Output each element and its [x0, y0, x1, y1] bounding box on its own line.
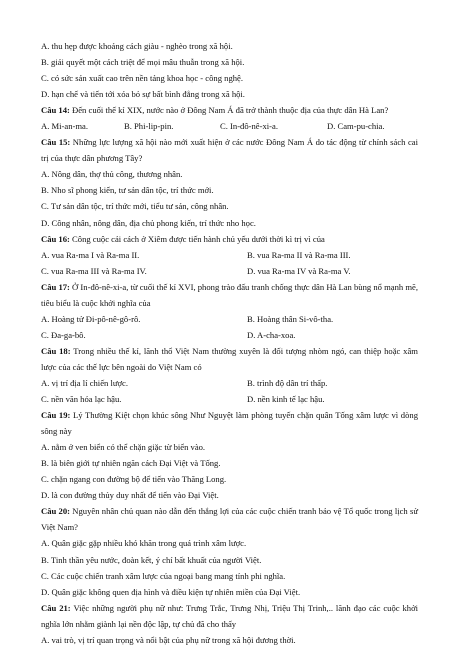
question-label: Câu 19: [41, 410, 71, 421]
question-text: Đến cuối thế kỉ XIX, nước nào ở Đông Nam Á đã trở thành thuộc địa của thực dân Hà Lan? [69, 105, 389, 116]
option-a: A. vua Ra-ma I và Ra-ma II. [41, 249, 140, 260]
question-15 [41, 134, 418, 166]
option-b: B. Phi-lip-pin. [124, 121, 174, 132]
option-d: D. Cam-pu-chia. [327, 121, 385, 132]
option-b: B. Tinh thần yêu nước, đoàn kết, ý chí bất khuất của người Việt. [41, 554, 262, 565]
option-c: C. vua Ra-ma III và Ra-ma IV. [41, 265, 147, 276]
options-row [41, 375, 418, 391]
option-b: B. Hoàng thân Si-vô-tha. [247, 313, 334, 324]
option-c: C. Tư sản dân tộc, trí thức mới, tiểu tư sản, công nhân. [41, 201, 229, 212]
options-row [41, 327, 418, 343]
option-c: C. Các cuộc chiến tranh xâm lược của ngoại bang mang tính phi nghĩa. [41, 570, 286, 581]
options-row [41, 263, 418, 279]
option-a: A. Quân giặc gặp nhiều khó khăn trong quá trình xâm lược. [41, 538, 247, 549]
question-label: Câu 14: [41, 105, 70, 116]
question-text: Ở In-đô-nê-xi-a, từ cuối thế kỉ XVI, phong trào đấu tranh chống thực dân Hà Lan bùng nổ mạnh mẽ, tiêu biểu là cuộc khởi nghĩa của [41, 281, 418, 308]
option-d: D. nền kinh tế lạc hậu. [247, 394, 325, 405]
prev-option-d: D. hạn chế và tiến tới xóa bỏ sự bất bình đẳng trong xã hội. [41, 89, 245, 100]
question-label: Câu 18: [41, 345, 71, 356]
option-d: D. vua Ra-ma IV và Ra-ma V. [247, 265, 351, 276]
prev-option-a: A. thu hẹp được khoảng cách giàu - nghèo trong xã hội. [41, 41, 233, 51]
prev-option-b: B. giải quyết một cách triệt để mọi mâu thuẫn trong xã hội. [41, 57, 245, 68]
options-row [41, 118, 418, 134]
question-17 [41, 279, 418, 311]
option-b: B. Nho sĩ phong kiến, tư sản dân tộc, trí thức mới. [41, 185, 214, 196]
option-a: A. vị trí địa lí chiến lược. [41, 377, 129, 388]
option-c: C. nền văn hóa lạc hậu. [41, 394, 122, 405]
option-a: A. vai trò, vị trí quan trọng và nổi bật của phụ nữ trong xã hội đương thời. [41, 634, 296, 645]
option-d: D. là con đường thủy duy nhất để tiến vào Đại Việt. [41, 490, 219, 501]
option-c: C. In-đô-nê-xi-a. [220, 121, 278, 132]
options-row [41, 247, 418, 263]
question-16 [41, 231, 418, 247]
question-label: Câu 20: [41, 506, 71, 517]
option-c: C. Đa-ga-bô. [41, 329, 86, 340]
question-text: Công cuộc cải cách ở Xiêm được tiến hành chủ yếu dưới thời kì trị vì của [69, 233, 325, 244]
option-d: D. Quân giặc không quen địa hình và điều kiện tự nhiên miền của Đại Việt. [41, 586, 301, 597]
question-text: Những lực lượng xã hội nào mới xuất hiện ở các nước Đông Nam Á do tác động từ chính sách cai trị của thực dân phương Tây? [41, 137, 418, 164]
option-d: D. Công nhân, nông dân, địa chủ phong kiến, trí thức nho học. [41, 217, 256, 228]
question-14 [41, 102, 418, 118]
option-b: B. là biên giới tự nhiên ngăn cách Đại Việt và Tống. [41, 458, 221, 469]
option-d: D. A-cha-xoa. [247, 329, 296, 340]
question-20 [41, 503, 418, 535]
question-text: Việc những người phụ nữ như: Trưng Trắc, Trưng Nhị, Triệu Thị Trinh,.. lãnh đạo các cuộc khởi nghĩa lớn nhằm giành lại nền độc lập, tự chủ đã cho thấy [41, 602, 419, 629]
options-row [41, 311, 418, 327]
option-a: A. Nông dân, thợ thủ công, thương nhân. [41, 169, 183, 180]
option-a: A. Mi-an-ma. [41, 121, 89, 132]
question-label: Câu 16: [41, 233, 70, 244]
option-a: A. Hoàng tử Đi-pô-nê-gô-rô. [41, 313, 141, 324]
question-label: Câu 15: [41, 137, 71, 148]
option-c: C. chặn ngang con đường bộ để tiến vào Thăng Long. [41, 474, 227, 485]
prev-option-c: C. có sức sản xuất cao trên nền tảng khoa học - công nghệ. [41, 73, 244, 84]
question-label: Câu 21: [41, 602, 71, 613]
question-19 [41, 407, 418, 439]
option-b: B. vua Ra-ma II và Ra-ma III. [247, 249, 351, 260]
question-text: Trong nhiều thế kỉ, lãnh thổ Việt Nam thường xuyên là đối tượng nhòm ngó, can thiệp hoặc xâm lược của các thế lực bên ngoài do Việt Nam có [41, 345, 418, 372]
question-text: Lý Thường Kiệt chọn khúc sông Như Nguyệt làm phòng tuyến chặn quân Tống xâm lược vì dòng sông này [41, 410, 418, 437]
options-row [41, 391, 418, 407]
option-a: A. nằm ở ven biển có thể chặn giặc từ biển vào. [41, 442, 206, 453]
question-label: Câu 17: [41, 281, 70, 292]
question-18 [41, 343, 418, 375]
question-21 [41, 600, 418, 632]
question-text: Nguyên nhân chủ quan nào dẫn đến thắng lợi của các cuộc chiến tranh bảo vệ Tổ quốc trong lịch sử Việt Nam? [41, 506, 418, 533]
option-b: B. trình độ dân trí thấp. [247, 377, 328, 388]
